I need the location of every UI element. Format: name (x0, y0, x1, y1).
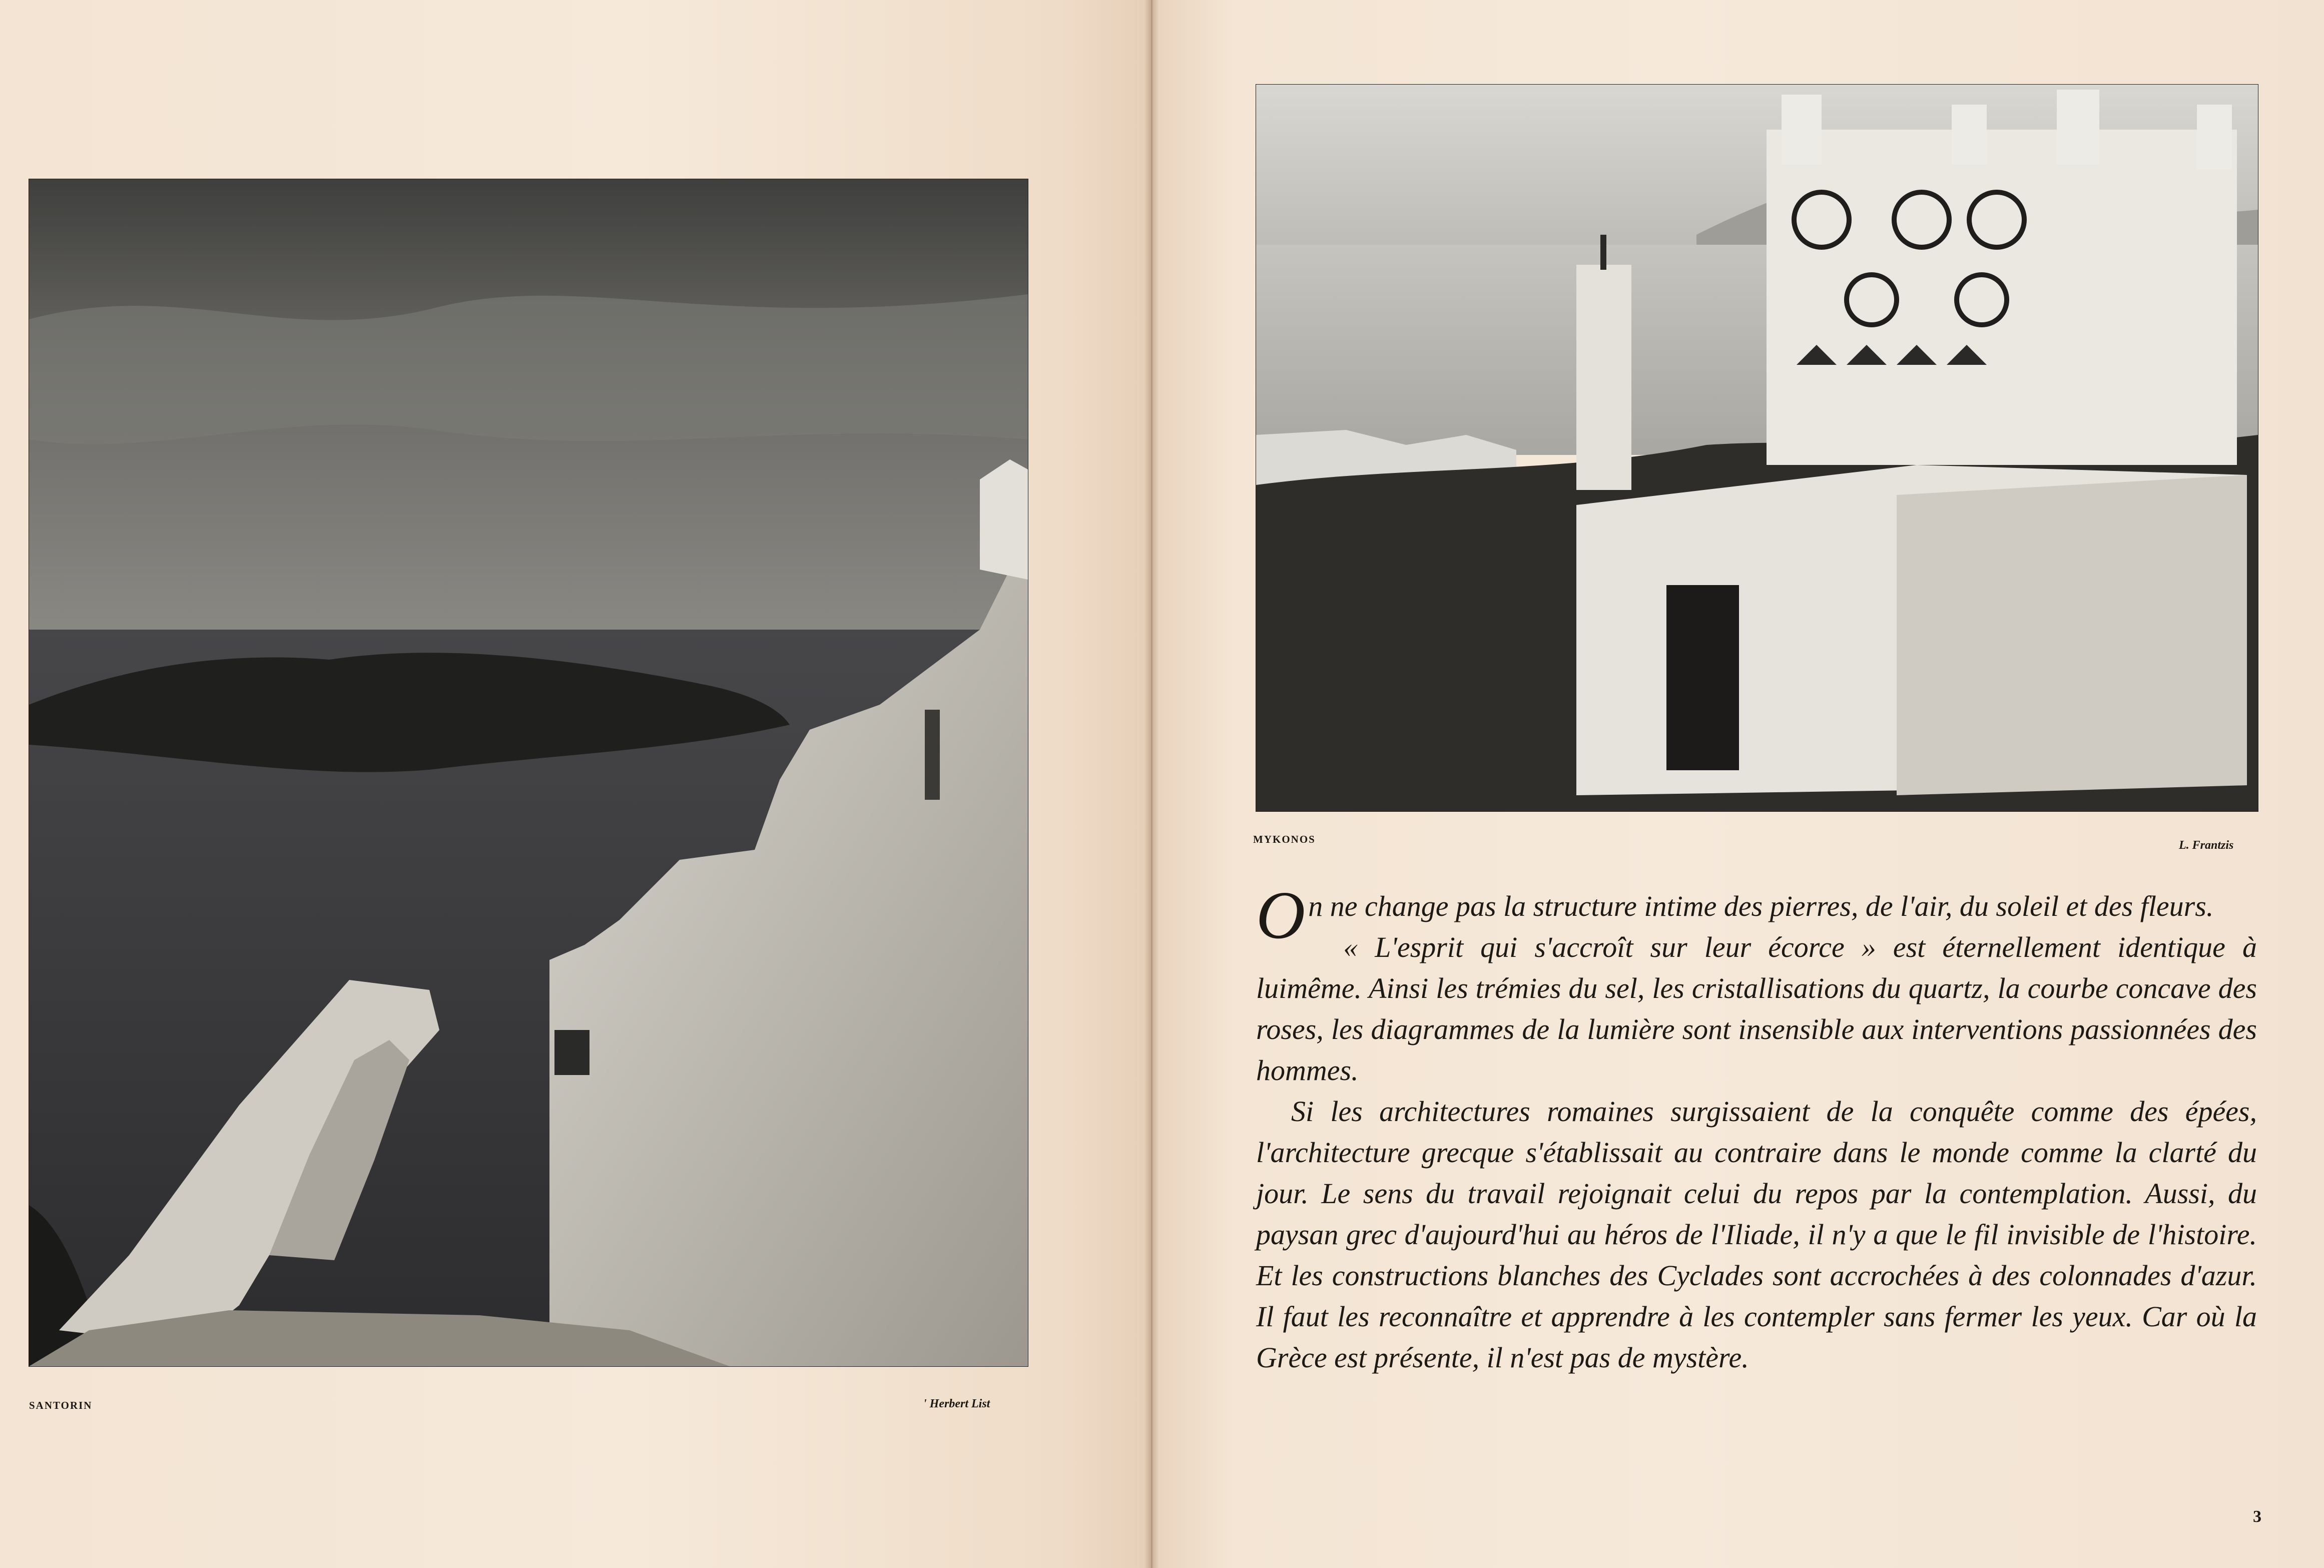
santorin-caption: SANTORIN (29, 1399, 93, 1411)
mykonos-photo (1256, 84, 2258, 812)
bell-tower-cross (1600, 235, 1606, 270)
chimney-1 (1782, 95, 1822, 165)
doorway (1666, 585, 1739, 770)
doorway (925, 710, 940, 800)
herbert-list-credit: ' Herbert List (923, 1397, 990, 1410)
dovecote-side-shadow (1897, 475, 2247, 795)
paragraph-1-text: n ne change pas la structure intime des pierres, de l'air, du soleil et des fleurs. (1308, 890, 2214, 922)
book-gutter (1144, 0, 1159, 1568)
mykonos-caption: MYKONOS (1253, 833, 1316, 845)
page-number: 3 (2253, 1507, 2261, 1526)
bell-tower (1576, 265, 1631, 490)
chapel-tower (980, 459, 1028, 580)
paragraph-1 (1256, 878, 2257, 953)
chimney-3 (2057, 90, 2099, 165)
clouds (29, 294, 1028, 444)
santorini-photo (29, 179, 1028, 1367)
chimney-2 (1952, 105, 1987, 165)
window (554, 1030, 590, 1075)
body-text (1256, 878, 2257, 1378)
paragraph-3: Si les architectures romaines surgissaient de la conquête comme des épées, l'architecture grecque s'établissait au contraire dans le monde comme la clarté du jour. Le sens du travail rejoignait celui du repos par la contemplation. Aussi, du paysan grec d'aujourd'hui au héros de l'Iliade, il n'y a que le fil invisible de l'histoire. Et les constructions blanches des Cyclades sont accrochées à des colonnades d'azur. Il faut les reconnaître et apprendre à les contempler sans fermer les yeux. Car où la Grèce est présente, il n'est pas de mystère. (1256, 1095, 2257, 1374)
dovecote-upper (1767, 130, 2237, 465)
drop-cap: O (1256, 878, 1306, 953)
frantzis-credit: L. Frantzis (2179, 839, 2234, 852)
chimney-4 (2197, 105, 2232, 170)
paragraph-2: « L'esprit qui s'accroît sur leur écorce » est éternellement identique à luimême. Ainsi les trémies du sel, les cristallisations du quartz, la courbe concave des roses, les diagrammes de la lumière sont insensible aux interventions passionnées des hommes. (1256, 931, 2257, 1087)
